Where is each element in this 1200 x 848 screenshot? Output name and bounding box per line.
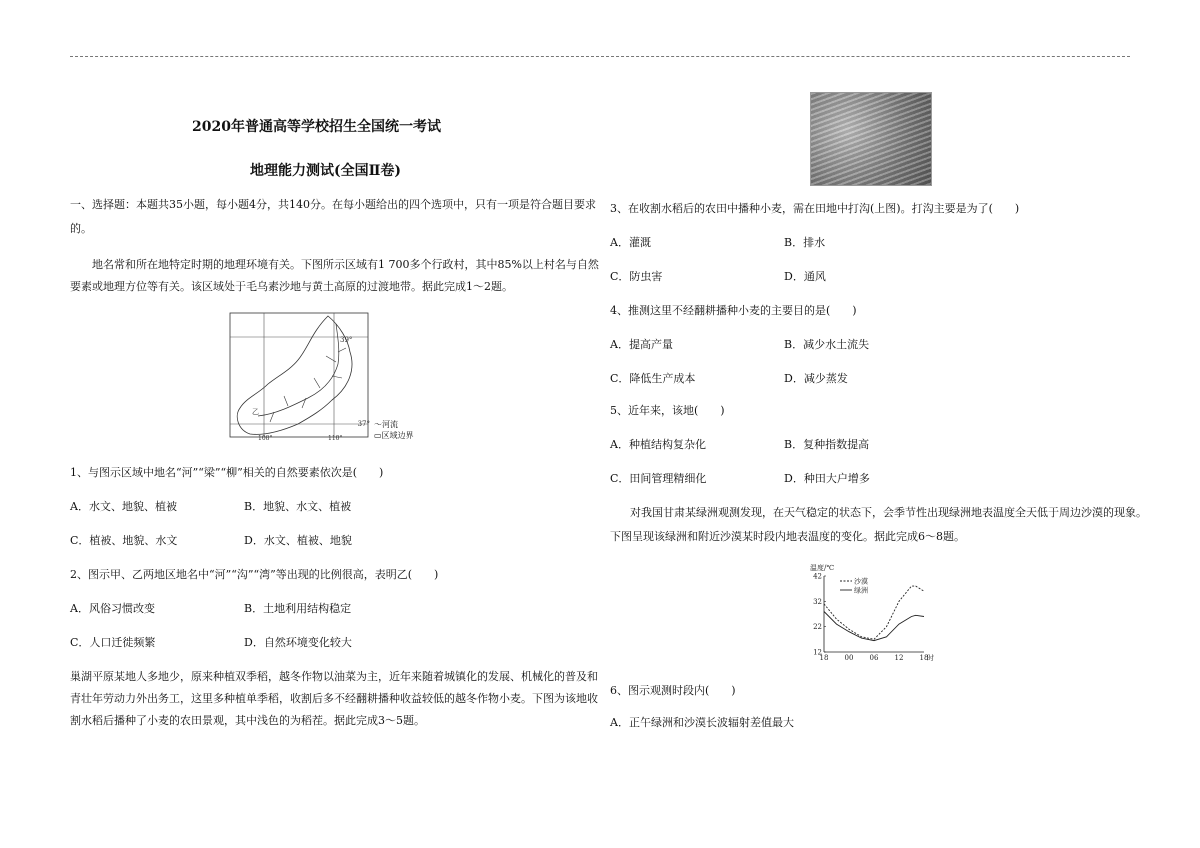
q3-option-a: A．灌溉	[610, 236, 651, 249]
chart-x-tick: 00	[844, 654, 854, 662]
intro1-line2: 要素或地理方位等有关。该区域处于毛乌素沙地与黄土高原的过渡地带。据此完成1～2题。	[70, 280, 513, 293]
chart-y-tick: 42	[813, 572, 822, 581]
map-lon-right: 110°	[328, 435, 343, 440]
map-lat-top: 39°	[340, 336, 353, 344]
q2-option-b: B．土地利用结构稳定	[244, 602, 352, 615]
chart-x-unit: 时	[927, 654, 934, 662]
region-map	[228, 312, 372, 440]
intro2-line1: 巢湖平原某地人多地少，原来种植双季稻，越冬作物以油菜为主，近年来随着城镇化的发展、机械化的普及和	[70, 670, 598, 683]
q3-option-b: B．排水	[784, 236, 826, 249]
chart-x-tick: 18	[819, 654, 829, 662]
q6-option-a: A．正午绿洲和沙漠长波辐射差值最大	[610, 716, 794, 729]
q6-stem: 6、图示观测时段内( )	[610, 684, 736, 697]
map-lat-bottom: 37°	[357, 420, 370, 428]
chart-y-tick: 12	[813, 648, 822, 657]
q4-stem: 4、推测这里不经翻耕播种小麦的主要目的是( )	[610, 304, 857, 317]
q5-option-b: B．复种指数提高	[784, 438, 870, 451]
map-lon-left: 108°	[258, 435, 273, 440]
q3-stem: 3、在收割水稻后的农田中播种小麦，需在田地中打沟(上图)。打沟主要是为了( )	[610, 202, 1020, 215]
intro3-line2: 下图呈现该绿洲和附近沙漠某时段内地表温度的变化。据此完成6～8题。	[610, 530, 965, 543]
intro3-line1: 对我国甘肃某绿洲观测发现，在天气稳定的状态下，会季节性出现绿洲地表温度全天低于周边沙漠的现象。	[630, 506, 1147, 519]
q3-option-d: D．通风	[784, 270, 826, 283]
temperature-chart	[806, 562, 936, 664]
q1-option-b: B．地貌、水文、植被	[244, 500, 352, 513]
intro2-line2: 青壮年劳动力外出务工，这里多种植单季稻，收割后多不经翻耕播种收益较低的越冬作物小麦。下图为该地收	[70, 692, 598, 705]
chart-y-tick: 32	[813, 597, 822, 606]
map-legend-border: ▭区域边界	[374, 431, 414, 440]
chart-legend-label: 绿洲	[854, 586, 868, 595]
chart-series-line	[824, 586, 924, 639]
q5-stem: 5、近年来，该地( )	[610, 404, 725, 417]
chart-y-tick: 22	[813, 623, 822, 632]
farmland-photo	[810, 92, 932, 186]
page-top-rule	[70, 56, 1130, 57]
chart-y-label: 温度/℃	[810, 564, 835, 572]
chart-x-tick: 12	[894, 654, 904, 662]
q5-option-c: C．田间管理精细化	[610, 472, 707, 485]
intro2-line3: 割水稻后播种了小麦的农田景观，其中浅色的为稻茬。据此完成3～5题。	[70, 714, 425, 727]
q1-stem: 1、与图示区域中地名“河”“梁”“柳”相关的自然要素依次是( )	[70, 466, 384, 479]
map-legend-river: 〜河流	[374, 420, 398, 429]
q2-option-c: C．人口迁徙频繁	[70, 636, 156, 649]
q1-option-a: A．水文、地貌、植被	[70, 500, 177, 513]
q2-stem: 2、图示甲、乙两地区地名中“河”“沟”“湾”等出现的比例很高，表明乙( )	[70, 568, 439, 581]
q2-option-a: A．风俗习惯改变	[70, 602, 155, 615]
chart-labels	[810, 563, 934, 662]
q1-option-c: C．植被、地貌、水文	[70, 534, 178, 547]
page-subtitle: 地理能力测试(全国Ⅱ卷)	[250, 163, 402, 179]
q1-option-d: D．水文、植被、地貌	[244, 534, 352, 547]
q4-option-a: A．提高产量	[610, 338, 673, 351]
q3-option-c: C．防虫害	[610, 270, 663, 283]
map-label-yi: 乙	[252, 408, 259, 416]
q4-option-b: B．减少水土流失	[784, 338, 870, 351]
chart-x-tick: 06	[869, 654, 879, 662]
section-heading-line2: 的。	[70, 222, 92, 235]
q4-option-d: D．减少蒸发	[784, 372, 848, 385]
section-heading-line1: 一、选择题：本题共35小题，每小题4分，共140分。在每小题给出的四个选项中，只有一项是符合题目要求	[70, 198, 596, 211]
q5-option-a: A．种植结构复杂化	[610, 438, 706, 451]
q4-option-c: C．降低生产成本	[610, 372, 696, 385]
chart-lines	[824, 586, 924, 641]
intro1-line1: 地名常和所在地特定时期的地理环境有关。下图所示区域有1 700多个行政村，其中85%以上村名与自然	[92, 258, 599, 271]
chart-series-line	[824, 612, 924, 641]
chart-legend-label: 沙漠	[854, 577, 868, 586]
page-title: 2020年普通高等学校招生全国统一考试	[192, 119, 441, 135]
q5-option-d: D．种田大户增多	[784, 472, 870, 485]
chart-x-tick: 18	[919, 654, 929, 662]
q2-option-d: D．自然环境变化较大	[244, 636, 352, 649]
